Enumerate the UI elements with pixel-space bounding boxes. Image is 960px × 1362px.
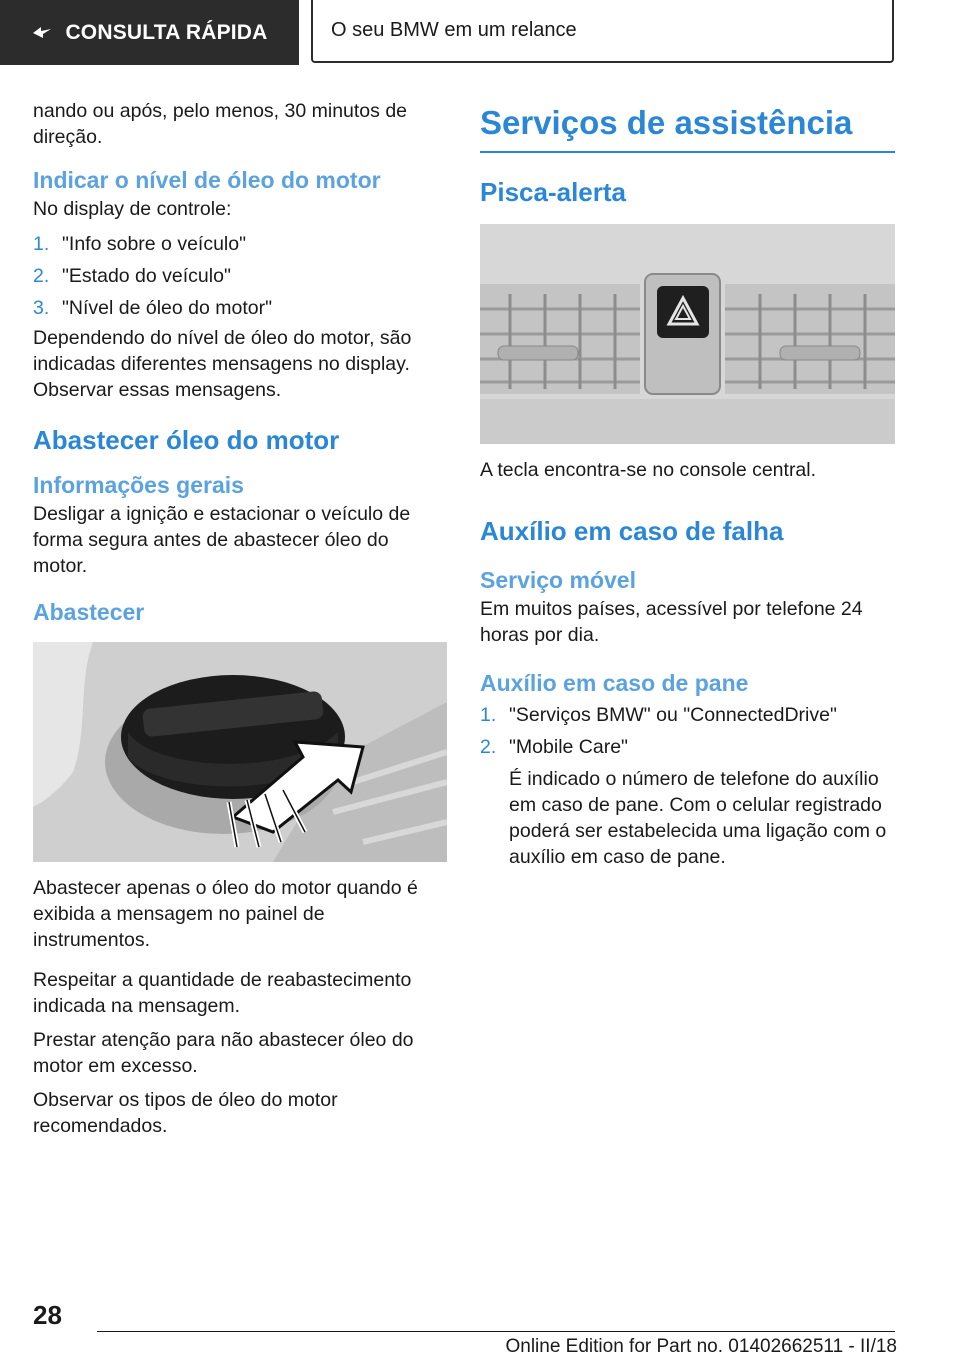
breakdown-pane-heading: Auxílio em caso de pane <box>480 670 749 696</box>
step-text: "Estado do veículo" <box>62 265 231 287</box>
refill-para-1: Abastecer apenas o óleo do motor quando é exibida a mensagem no painel de instrumentos. <box>33 877 418 951</box>
footer-divider <box>97 1331 895 1332</box>
hazard-caption: A tecla encontra-se no console central. <box>480 459 817 481</box>
step-text: "Mobile Care" <box>509 736 628 758</box>
intro-paragraph: nando ou após, pelo menos, 30 minutos de direção. <box>33 100 408 148</box>
section-tab[interactable] <box>0 0 299 65</box>
refill-para-2: Respeitar a quantidade de reabastecimento indicada na mensagem. <box>33 969 412 1017</box>
quick-reference-icon <box>31 24 53 42</box>
list-item <box>480 734 895 760</box>
breakdown-heading: Auxílio em caso de falha <box>480 516 784 546</box>
general-info-body: Desligar a ignição e estacionar o veículo de forma segura antes de abastecer óleo do motor. <box>33 503 411 577</box>
mobile-service-heading: Serviço móvel <box>480 567 636 593</box>
refill-para-4: Observar os tipos de óleo do motor recomendados. <box>33 1089 338 1137</box>
oil-level-body: Dependendo do nível de óleo do motor, são indicadas diferentes mensagens no display. Observar essas mensagens. <box>33 327 412 401</box>
hazard-heading: Pisca-alerta <box>480 177 626 207</box>
oil-level-steps <box>33 231 447 321</box>
page-number: 28 <box>33 1300 62 1330</box>
edition-label: Online Edition for Part no. 01402662511 - II/18 <box>505 1336 897 1357</box>
oil-level-lead: No display de controle: <box>33 198 232 220</box>
step-number: 1. <box>480 704 497 726</box>
oil-cap-illustration <box>33 642 447 862</box>
step-text: "Nível de óleo do motor" <box>62 297 273 319</box>
chapter-title-box <box>311 0 894 63</box>
right-column <box>480 98 895 870</box>
breakdown-steps <box>480 702 895 760</box>
breakdown-note: É indicado o número de telefone do auxílio em caso de pane. Com o celular registrado poderá ser estabelecida uma ligação com o auxílio em caso de pane. <box>509 768 887 868</box>
chapter-title: O seu BMW em um relance <box>331 19 577 41</box>
hazard-button-illustration <box>480 224 895 444</box>
refill-para-3: Prestar atenção para não abastecer óleo do motor em excesso. <box>33 1029 414 1077</box>
refill-subheading: Abastecer <box>33 599 145 625</box>
step-text: "Serviços BMW" ou "ConnectedDrive" <box>509 704 837 726</box>
list-item <box>33 295 447 321</box>
step-number: 2. <box>480 736 497 758</box>
list-item <box>480 702 895 728</box>
step-number: 3. <box>33 297 50 319</box>
section-tab-label: CONSULTA RÁPIDA <box>65 20 268 44</box>
step-text: "Info sobre o veículo" <box>62 233 247 255</box>
left-column <box>33 98 447 1139</box>
mobile-service-body: Em muitos países, acessível por telefone 24 horas por dia. <box>480 598 863 646</box>
step-number: 1. <box>33 233 50 255</box>
list-item <box>33 231 447 257</box>
refill-heading: Abastecer óleo do motor <box>33 425 340 455</box>
general-info-heading: Informações gerais <box>33 472 244 498</box>
step-number: 2. <box>33 265 50 287</box>
oil-level-heading: Indicar o nível de óleo do motor <box>33 167 381 193</box>
list-item <box>33 263 447 289</box>
page-title: Serviços de assistência <box>480 104 895 153</box>
